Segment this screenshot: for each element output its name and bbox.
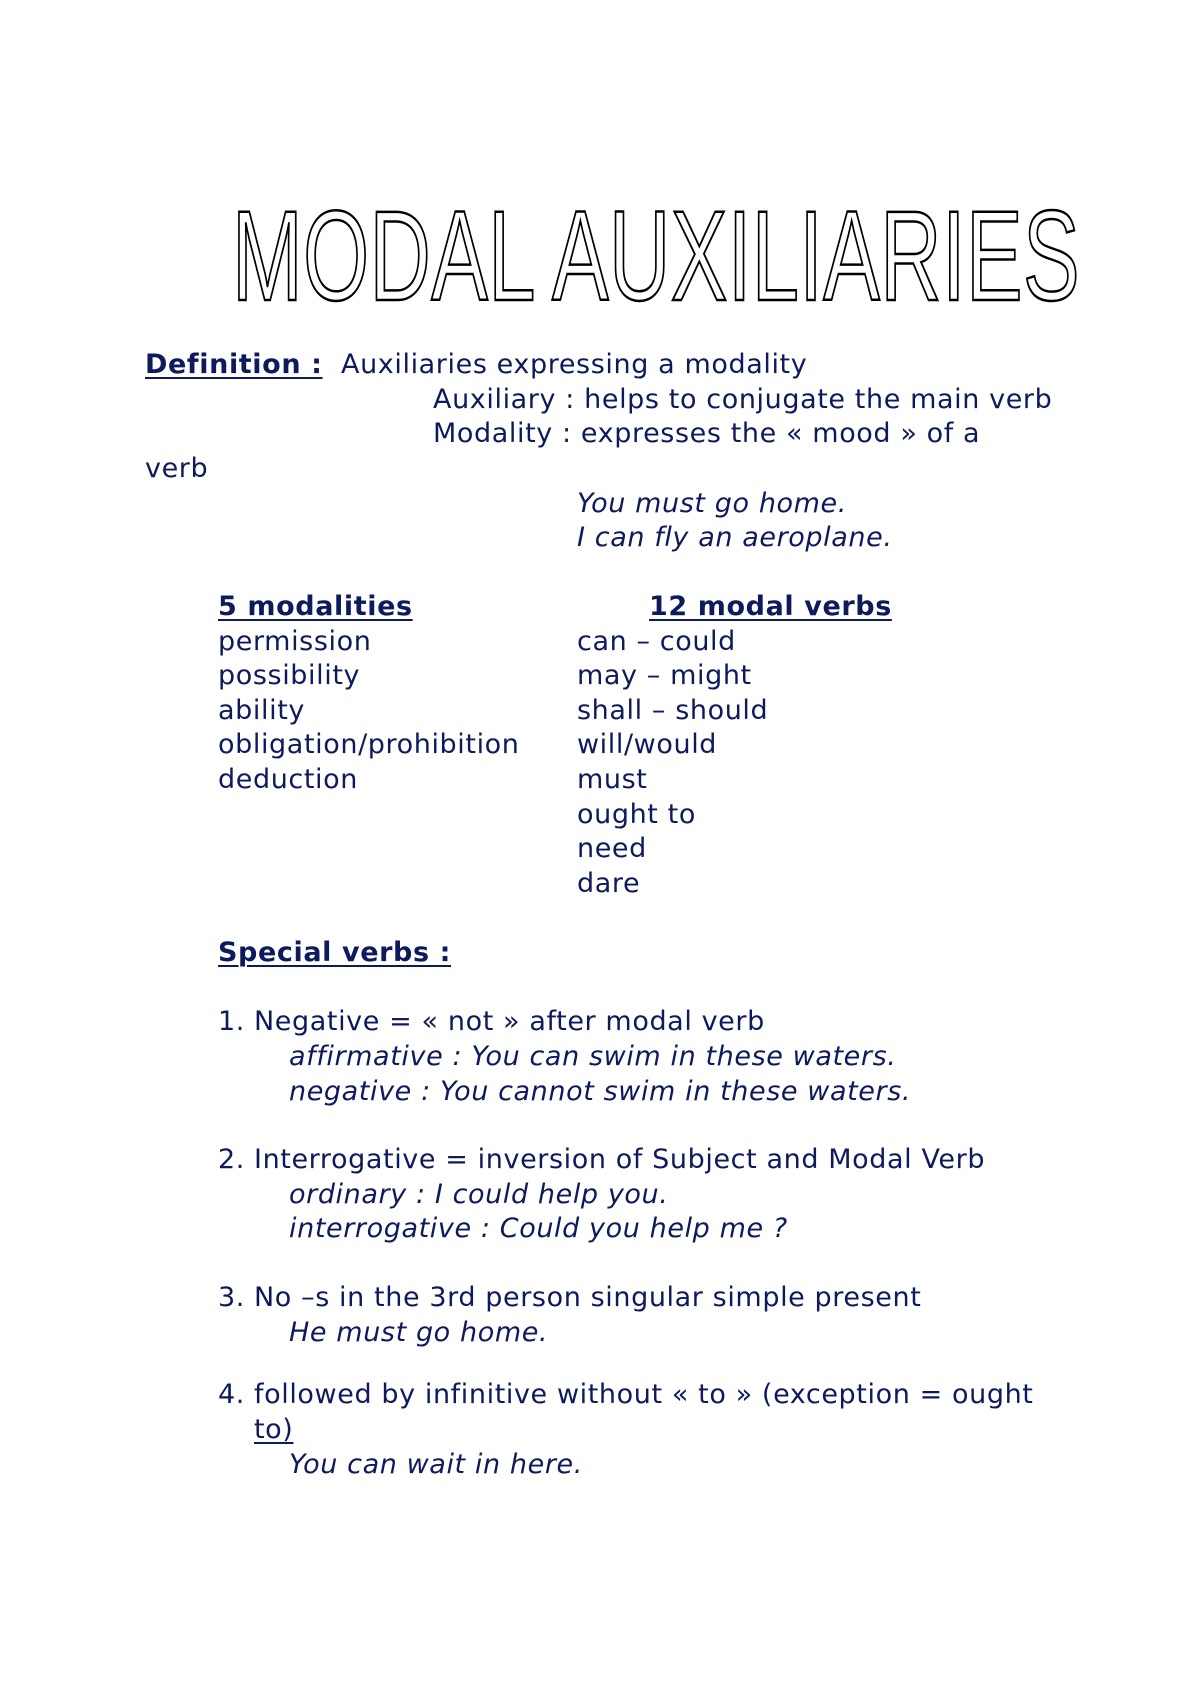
modality-item: deduction — [218, 764, 358, 795]
rule-number: 3. — [218, 1282, 245, 1313]
rule-text: followed by infinitive without « to » (exception = ought — [254, 1379, 1034, 1410]
definition-example-1: You must go home. — [577, 488, 847, 519]
rule-text-cont: to) — [254, 1414, 294, 1445]
modality-item: obligation/prohibition — [218, 729, 520, 760]
rule-text: No –s in the 3rd person singular simple present — [254, 1282, 922, 1313]
modal-verb-item: dare — [577, 868, 641, 899]
rule-example: interrogative : Could you help me ? — [289, 1213, 788, 1244]
rule-number: 4. — [218, 1379, 245, 1410]
modality-item: permission — [218, 626, 372, 657]
rule-example: affirmative : You can swim in these waters. — [289, 1041, 897, 1072]
modal-verb-item: can – could — [577, 626, 736, 657]
definition-modality: Modality : expresses the « mood » of a — [433, 418, 981, 449]
rule-text: Negative = « not » after modal verb — [254, 1006, 765, 1037]
modal-verb-item: may – might — [577, 660, 752, 691]
definition-example-2: I can fly an aeroplane. — [577, 522, 893, 553]
rule-text: Interrogative = inversion of Subject and Modal Verb — [254, 1144, 986, 1175]
definition-text: Auxiliaries expressing a modality — [341, 349, 808, 380]
special-verbs-header: Special verbs : — [218, 937, 452, 968]
definition-label: Definition : — [145, 349, 323, 380]
modalities-header: 5 modalities — [218, 591, 413, 622]
modal-verb-item: will/would — [577, 729, 718, 760]
modal-verb-item: shall – should — [577, 695, 769, 726]
modal-verb-item: ought to — [577, 799, 696, 830]
rule-example: ordinary : I could help you. — [289, 1179, 669, 1210]
modality-item: ability — [218, 695, 305, 726]
title-text: MODAL AUXILIARIES — [232, 185, 1080, 328]
modality-item: possibility — [218, 660, 361, 691]
definition-modality-cont: verb — [145, 453, 209, 484]
page-title — [232, 185, 1080, 328]
modal-verb-item: must — [577, 764, 648, 795]
definition-auxiliary: Auxiliary : helps to conjugate the main verb — [433, 384, 1053, 415]
rule-number: 2. — [218, 1144, 245, 1175]
rule-example: You can wait in here. — [289, 1449, 583, 1480]
rule-number: 1. — [218, 1006, 245, 1037]
modal-verbs-header: 12 modal verbs — [649, 591, 892, 622]
rule-example: He must go home. — [289, 1317, 549, 1348]
modal-verb-item: need — [577, 833, 647, 864]
rule-example: negative : You cannot swim in these waters. — [289, 1076, 912, 1107]
